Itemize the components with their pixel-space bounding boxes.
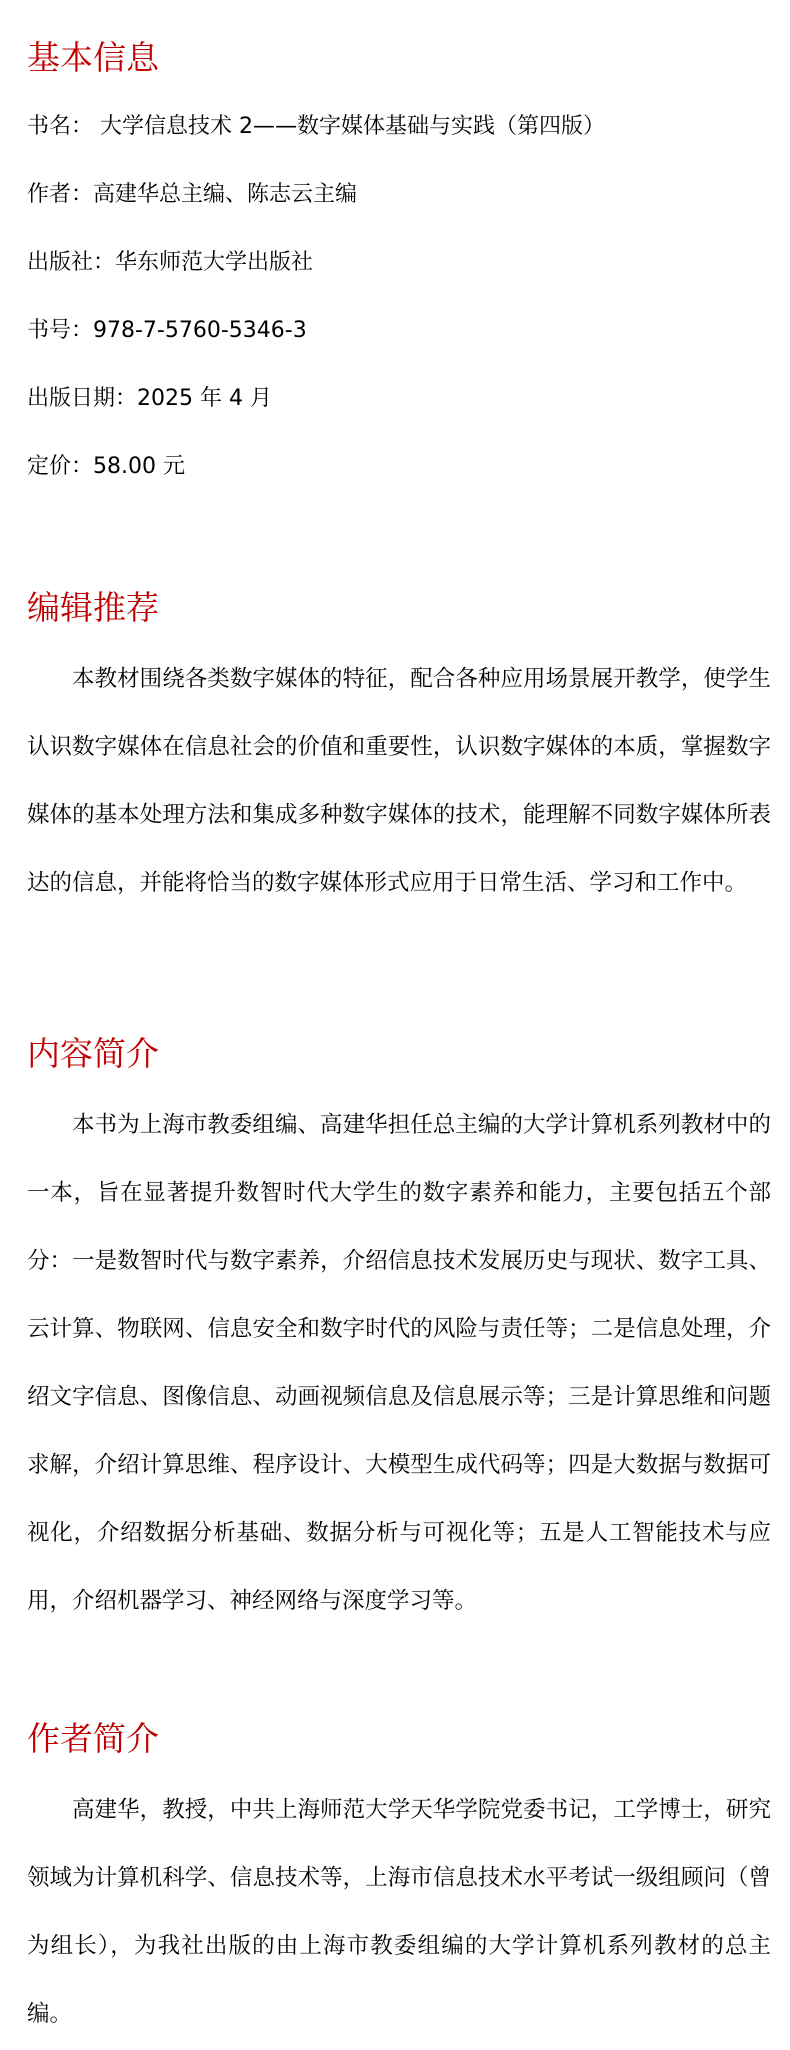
editor-recommend-text: 本教材围绕各类数字媒体的特征，配合各种应用场景展开教学，使学生认识数字媒体在信息社会的价值和重要性，认识数字媒体的本质，掌握数字媒体的基本处理方法和集成多种数字媒体的技术，能理解不同数字媒体所表达的信息，并能将恰当的数字媒体形式应用于日常生活、学习和工作中。 <box>27 666 771 896</box>
price-line: 定价：58.00 元 <box>27 454 185 479</box>
author-line: 作者：高建华总主编、陈志云主编 <box>27 182 358 207</box>
publisher-line: 出版社：华东师范大学出版社 <box>27 250 314 275</box>
pub-date-line: 出版日期：2025 年 4 月 <box>27 386 272 411</box>
book-title-line: 书名： 大学信息技术 2——数字媒体基础与实践（第四版） <box>27 114 605 139</box>
basic-info-heading: 基本信息 <box>27 38 159 77</box>
author-intro-text: 高建华，教授，中共上海师范大学天华学院党委书记，工学博士，研究领域为计算机科学、信息技术等，上海市信息技术水平考试一级组顾问（曾为组长），为我社出版的由上海市教委组编的大学计算机系列教材的总主编。 <box>27 1797 771 2027</box>
author-intro-heading: 作者简介 <box>27 1719 159 1758</box>
isbn-line: 书号：978-7-5760-5346-3 <box>27 318 307 343</box>
content-intro-text: 本书为上海市教委组编、高建华担任总主编的大学计算机系列教材中的一本，旨在显著提升数智时代大学生的数字素养和能力，主要包括五个部分：一是数智时代与数字素养，介绍信息技术发展历史与现状、数字工具、云计算、物联网、信息安全和数字时代的风险与责任等；二是信息处理，介绍文字信息、图像信息、动画视频信息及信息展示等；三是计算思维和问题求解，介绍计算思维、程序设计、大模型生成代码等；四是大数据与数据可视化，介绍数据分析基础、数据分析与可视化等；五是人工智能技术与应用，介绍机器学习、神经网络与深度学习等。 <box>27 1112 771 1614</box>
editor-recommend-heading: 编辑推荐 <box>27 588 159 627</box>
content-intro-heading: 内容简介 <box>27 1034 159 1073</box>
